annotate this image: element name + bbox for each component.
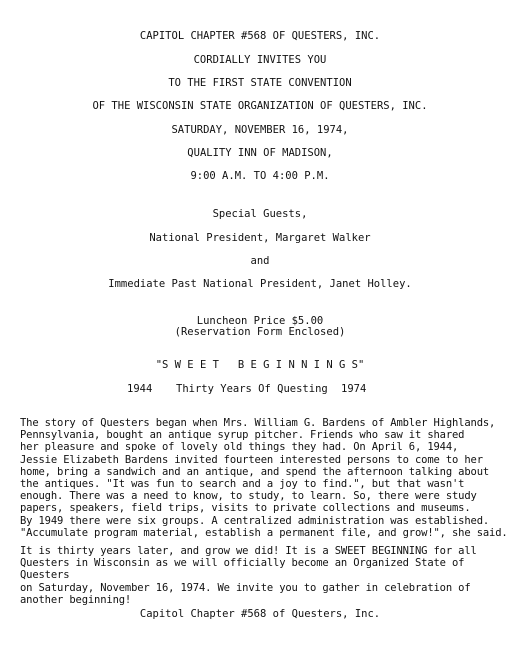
theme-title: "S W E E T B E G I N N I N G S" <box>155 359 365 371</box>
header-line-organization: OF THE WISCONSIN STATE ORGANIZATION OF QUESTERS, INC. <box>92 100 428 112</box>
header-line-date: SATURDAY, NOVEMBER 16, 1974, <box>171 124 349 136</box>
closing-paragraph: It is thirty years later, and grow we did! It is a SWEET BEGINNING for all Questers in Wisconsin as we will officially become an Organized State of Questers on Saturday, November 16, 1974. We invite you to gather in celebration of another beginning! <box>20 545 477 606</box>
header-line-chapter: CAPITOL CHAPTER #568 OF QUESTERS, INC. <box>139 30 381 42</box>
reservation-note: (Reservation Form Enclosed) <box>174 326 346 338</box>
header-line-time: 9:00 A.M. TO 4:00 P.M. <box>190 170 330 182</box>
luncheon-price: Luncheon Price $5.00 <box>196 315 324 327</box>
guest-conjunction: and <box>250 255 270 267</box>
header-line-venue: QUALITY INN OF MADISON, <box>187 147 333 159</box>
signature-line: Capitol Chapter #568 of Questers, Inc. <box>139 608 381 620</box>
special-guests-heading: Special Guests, <box>212 208 308 220</box>
thirty-years-caption: Thirty Years Of Questing <box>176 383 328 395</box>
end-year: 1974 <box>341 383 367 395</box>
header-line-invites: CORDIALLY INVITES YOU <box>193 54 327 66</box>
history-paragraph: The story of Questers began when Mrs. William G. Bardens of Ambler Highlands, Pennsylvania, bought an antique syrup pitcher. Friends who saw it shared her pleasure and spoke of lovely old things they had. On April 6, 1944, Jessie Elizabeth Bardens invited fourteen interested persons to come to her home, bring a sandwich and an antique, and spend the afternoon talking about the antiques. "It was fun to search and a joy to find.", but that wasn't enough. There was a need to know, to study, to learn. So, there were study papers, speakers, field trips, visits to private collections and museums. By 1949 there were six groups. A centralized administration was established. "Accumulate program material, establish a permanent file, and grow!", she said. <box>20 417 508 539</box>
header-line-convention: TO THE FIRST STATE CONVENTION <box>168 77 352 89</box>
start-year: 1944 <box>127 383 153 395</box>
guest-national-president: National President, Margaret Walker <box>149 232 371 244</box>
guest-past-president: Immediate Past National President, Janet Holley. <box>108 278 412 290</box>
